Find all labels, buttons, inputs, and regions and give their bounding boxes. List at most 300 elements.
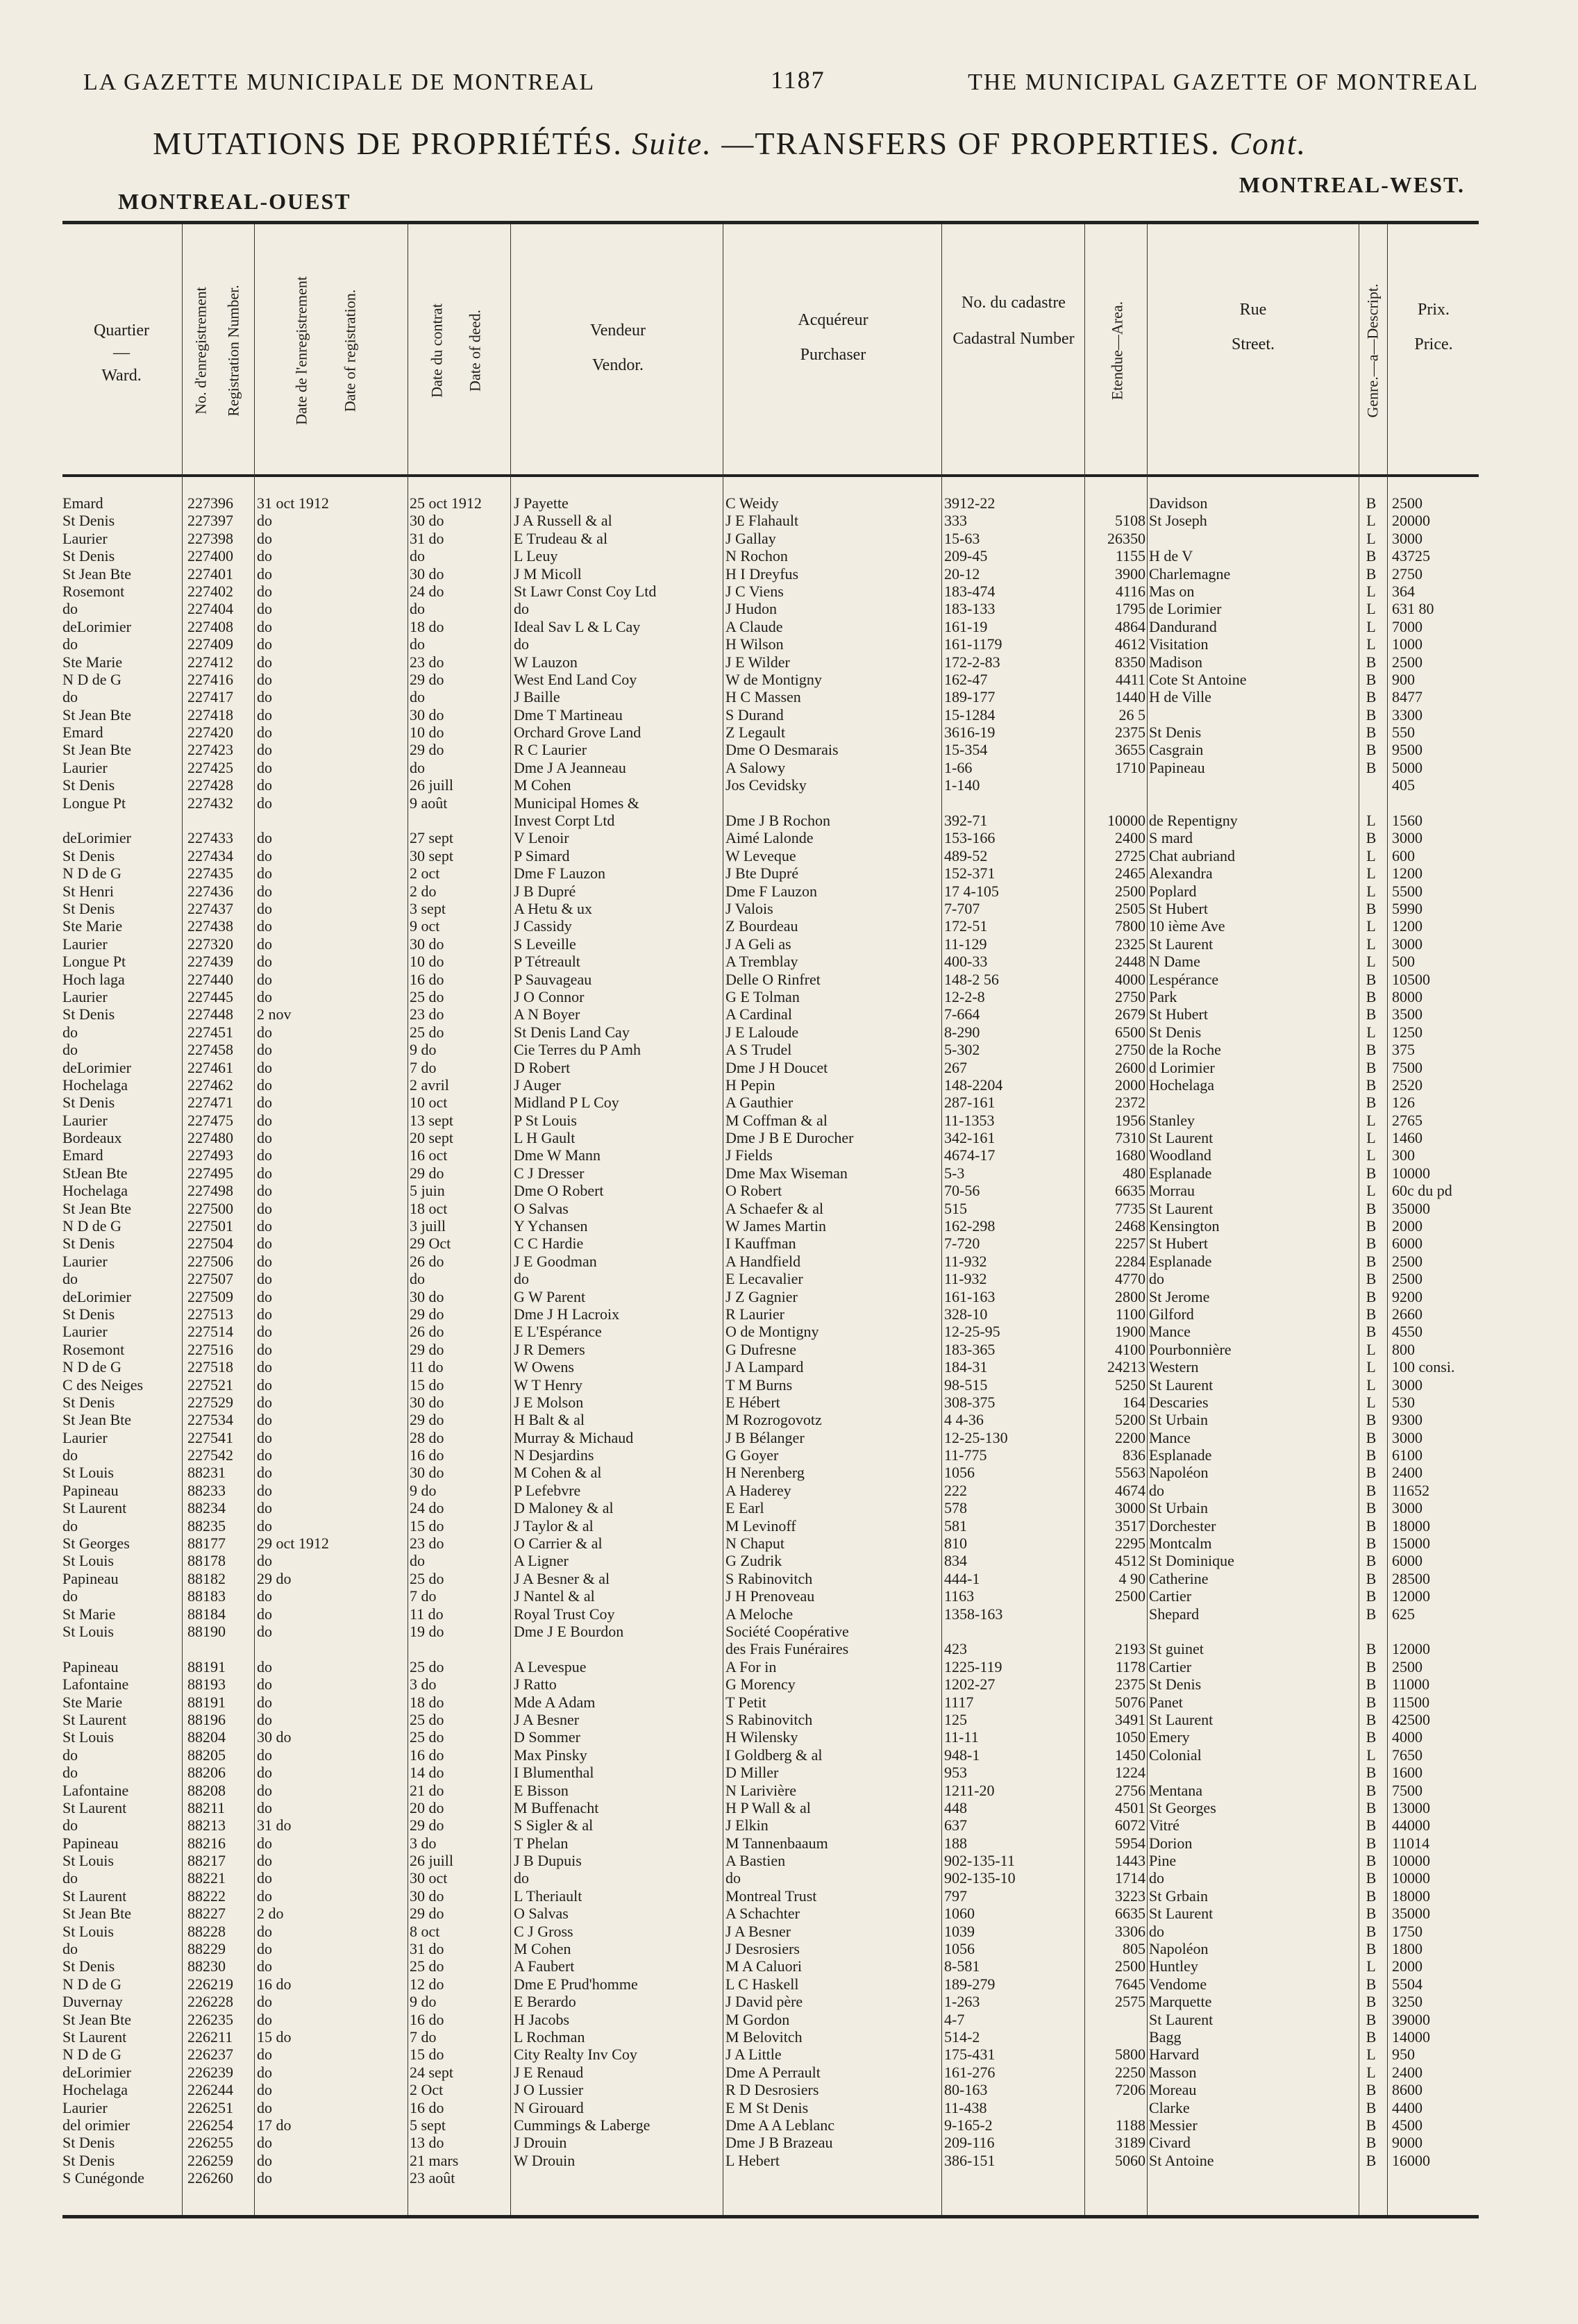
ward-cell: Papineau: [62, 1569, 119, 1587]
deed-date-cell: 12 do: [410, 1975, 444, 1993]
price-cell: 18000: [1392, 1516, 1430, 1535]
reg-date-cell: do: [257, 1129, 272, 1147]
table-row: [62, 2046, 1479, 2063]
table-row: [62, 971, 1479, 988]
table-row: [62, 2116, 1479, 2134]
reg-number-cell: 227396: [187, 494, 233, 512]
reg-number-cell: 227401: [187, 565, 233, 583]
street-cell: St Joseph: [1149, 512, 1207, 530]
vendor-cell: Y Ychansen: [514, 1217, 588, 1235]
price-cell: 11014: [1392, 1834, 1430, 1852]
deed-date-cell: 2 avril: [410, 1076, 449, 1094]
reg-number-cell: 88216: [187, 1834, 226, 1852]
reg-number-cell: 226219: [187, 1975, 233, 1993]
ward-cell: Emard: [62, 724, 103, 742]
ward-cell: St Laurent: [62, 1887, 127, 1905]
vendor-cell: P Lefebvre: [514, 1481, 581, 1499]
deed-date-cell: 15 do: [410, 2046, 444, 2064]
ward-cell: do: [62, 688, 78, 706]
deed-date-cell: 2 Oct: [410, 2081, 444, 2099]
descript-cell: L: [1366, 529, 1376, 547]
reg-date-cell: do: [257, 1023, 272, 1041]
purchaser-cell: G Dufresne: [725, 1340, 797, 1358]
street-cell: St Laurent: [1149, 935, 1214, 953]
area-cell: 2400: [1115, 829, 1145, 847]
price-cell: 950: [1392, 2046, 1415, 2064]
table-row: [62, 988, 1479, 1005]
deed-date-cell: 29 do: [410, 1905, 444, 1923]
cadastre-cell: 125: [944, 1710, 967, 1728]
cadastre-cell: 1-263: [944, 1993, 980, 2011]
vendor-cell: J Cassidy: [514, 917, 572, 935]
price-cell: 2750: [1392, 565, 1422, 583]
table-row: [62, 1905, 1479, 1922]
reg-date-cell: 29 oct 1912: [257, 1535, 329, 1553]
deed-date-cell: 30 sept: [410, 846, 453, 864]
purchaser-cell: J A Little: [725, 2046, 782, 2064]
price-cell: 3000: [1392, 1499, 1422, 1517]
table-row: [62, 1112, 1479, 1129]
deed-date-cell: 25 do: [410, 987, 444, 1005]
reg-number-cell: 227445: [187, 987, 233, 1005]
deed-date-cell: 25 do: [410, 1657, 444, 1675]
ward-cell: St Louis: [62, 1464, 114, 1482]
deed-date-cell: 18 do: [410, 617, 444, 635]
descript-cell: B: [1366, 1922, 1377, 1940]
area-cell: 4512: [1115, 1552, 1145, 1570]
price-cell: 3000: [1392, 1376, 1422, 1394]
reg-date-cell: do: [257, 882, 272, 900]
vendor-cell: P St Louis: [514, 1111, 577, 1129]
descript-cell: B: [1366, 1587, 1377, 1605]
reg-number-cell: 227425: [187, 758, 233, 776]
deed-date-cell: 20 sept: [410, 1129, 453, 1147]
table-row: [62, 1429, 1479, 1446]
price-cell: 8477: [1392, 688, 1422, 706]
vendor-cell: S Sigler & al: [514, 1816, 594, 1834]
street-cell: Gilford: [1149, 1305, 1194, 1323]
reg-date-cell: do: [257, 724, 272, 742]
table-row: [62, 653, 1479, 671]
vendor-cell: R C Laurier: [514, 741, 587, 759]
vendor-cell: St Denis Land Cay: [514, 1023, 630, 1041]
descript-cell: L: [1366, 935, 1376, 953]
cadastre-cell: 1056: [944, 1940, 975, 1958]
ward-cell: N D de G: [62, 1975, 121, 1993]
ward-cell: do: [62, 635, 78, 653]
price-cell: 1750: [1392, 1922, 1422, 1940]
vendor-cell: J Auger: [514, 1076, 561, 1094]
cadastre-cell: 423: [944, 1640, 967, 1658]
table-row: [62, 1957, 1479, 1975]
vendor-cell: J O Connor: [514, 987, 585, 1005]
descript-cell: B: [1366, 2081, 1377, 2099]
purchaser-cell: J David père: [725, 1993, 803, 2011]
price-cell: 2400: [1392, 2063, 1422, 2081]
purchaser-cell: E M St Denis: [725, 2098, 809, 2116]
reg-number-cell: 227416: [187, 670, 233, 688]
descript-cell: B: [1366, 1287, 1377, 1305]
col-cadastre-header: [944, 229, 1083, 535]
area-cell: 2375: [1115, 1675, 1145, 1694]
cadastre-cell: 902-135-10: [944, 1869, 1016, 1887]
reg-date-cell: do: [257, 582, 272, 600]
header-rule: [62, 474, 1479, 477]
vendor-cell: Max Pinsky: [514, 1746, 587, 1764]
price-cell: 500: [1392, 953, 1415, 971]
street-cell: Poplard: [1149, 882, 1197, 900]
table-row: [62, 512, 1479, 529]
vendor-cell: A Ligner: [514, 1552, 569, 1570]
reg-date-cell: do: [257, 1957, 272, 1975]
purchaser-cell: Dme O Desmarais: [725, 741, 839, 759]
vendor-cell: J E Renaud: [514, 2063, 584, 2081]
vendor-cell: J B Dupré: [514, 882, 576, 900]
reg-number-cell: 227409: [187, 635, 233, 653]
reg-number-cell: 88217: [187, 1852, 226, 1870]
ward-cell: St Jean Bte: [62, 1199, 131, 1217]
cadastre-cell: 308-375: [944, 1393, 996, 1411]
price-cell: 20000: [1392, 512, 1430, 530]
col-regno-fr: No. d'enregistrement: [192, 287, 210, 415]
street-cell: St Laurent: [1149, 1710, 1214, 1728]
cadastre-cell: 172-51: [944, 917, 988, 935]
table-row: [62, 1993, 1479, 2010]
col-vendor-fr: Vendeur: [590, 321, 646, 340]
table-row: [62, 1305, 1479, 1323]
purchaser-cell: J Gallay: [725, 529, 776, 547]
cadastre-cell: 161-163: [944, 1287, 996, 1305]
cadastre-cell: 183-474: [944, 582, 996, 600]
vendor-cell: Orchard Grove Land: [514, 724, 641, 742]
price-cell: 2400: [1392, 1464, 1422, 1482]
street-cell: Charlemagne: [1149, 565, 1231, 583]
ward-cell: Hochelaga: [62, 2081, 128, 2099]
deed-date-cell: 14 do: [410, 1764, 444, 1782]
street-cell: Catherine: [1149, 1569, 1209, 1587]
table-row: [62, 1517, 1479, 1535]
area-cell: 2725: [1115, 846, 1145, 864]
ward-cell: del orimier: [62, 2116, 131, 2134]
deed-date-cell: 21 do: [410, 1781, 444, 1799]
area-cell: 1900: [1115, 1323, 1145, 1341]
deed-date-cell: 18 do: [410, 1693, 444, 1711]
table-row: [62, 1605, 1479, 1623]
reg-number-cell: 227534: [187, 1411, 233, 1429]
reg-date-cell: do: [257, 864, 272, 883]
reg-date-cell: do: [257, 1922, 272, 1940]
cadastre-cell: 902-135-11: [944, 1852, 1015, 1870]
cadastre-cell: 162-298: [944, 1217, 996, 1235]
area-cell: 6072: [1115, 1816, 1145, 1834]
area-cell: 2000: [1115, 1076, 1145, 1094]
ward-cell: Hochelaga: [62, 1182, 128, 1200]
reg-number-cell: 88227: [187, 1905, 226, 1923]
reg-date-cell: do: [257, 1323, 272, 1341]
price-cell: 1560: [1392, 812, 1422, 830]
table-row: [62, 1376, 1479, 1394]
table-row: [62, 1975, 1479, 1993]
price-cell: 10000: [1392, 1852, 1430, 1870]
vendor-cell: E Trudeau & al: [514, 529, 608, 547]
table-row: [62, 1129, 1479, 1146]
area-cell: 1050: [1115, 1728, 1145, 1746]
purchaser-cell: N Rochon: [725, 547, 788, 565]
cadastre-cell: 15-63: [944, 529, 980, 547]
title-fr: MUTATIONS DE PROPRIÉTÉS.: [153, 126, 623, 161]
deed-date-cell: 10 do: [410, 724, 444, 742]
ward-cell: St Laurent: [62, 2028, 127, 2046]
deed-date-cell: 3 do: [410, 1834, 437, 1852]
table-row: [62, 953, 1479, 970]
reg-date-cell: do: [257, 1587, 272, 1605]
vendor-cell: C C Hardie: [514, 1235, 584, 1253]
table-row: [62, 724, 1479, 741]
descript-cell: B: [1366, 758, 1377, 776]
reg-number-cell: 227448: [187, 1005, 233, 1023]
cadastre-cell: 9-165-2: [944, 2116, 993, 2134]
cadastre-cell: 189-279: [944, 1975, 996, 1993]
street-cell: Mentana: [1149, 1781, 1202, 1799]
area-cell: 805: [1123, 1940, 1145, 1958]
deed-date-cell: 25 do: [410, 1710, 444, 1728]
title-en: TRANSFERS OF PROPERTIES.: [755, 126, 1220, 161]
purchaser-cell: A Haderey: [725, 1481, 791, 1499]
purchaser-cell: Dme J B Brazeau: [725, 2134, 833, 2152]
area-cell: 1680: [1115, 1146, 1145, 1164]
table-row: [62, 635, 1479, 653]
reg-date-cell: do: [257, 2098, 272, 2116]
price-cell: 44000: [1392, 1816, 1430, 1834]
price-cell: 800: [1392, 1340, 1415, 1358]
area-cell: 2295: [1115, 1535, 1145, 1553]
purchaser-cell: Aimé Lalonde: [725, 829, 814, 847]
reg-number-cell: 88235: [187, 1516, 226, 1535]
street-cell: Vendome: [1149, 1975, 1207, 1993]
deed-date-cell: 15 do: [410, 1376, 444, 1394]
reg-date-cell: do: [257, 1675, 272, 1694]
purchaser-cell: Dme J H Doucet: [725, 1058, 828, 1076]
reg-number-cell: 227516: [187, 1340, 233, 1358]
table-row: [62, 1746, 1479, 1764]
cadastre-cell: 3616-19: [944, 724, 996, 742]
cadastre-cell: 175-431: [944, 2046, 996, 2064]
area-cell: 2679: [1115, 1005, 1145, 1023]
price-cell: 10000: [1392, 1869, 1430, 1887]
purchaser-cell: M Gordon: [725, 2010, 790, 2028]
col-vendor-en: Vendor.: [592, 356, 644, 375]
street-cell: Dorchester: [1149, 1516, 1216, 1535]
cadastre-cell: 222: [944, 1481, 967, 1499]
purchaser-cell: J Z Gagnier: [725, 1287, 798, 1305]
reg-date-cell: do: [257, 653, 272, 671]
reg-number-cell: 226239: [187, 2063, 233, 2081]
price-cell: 6100: [1392, 1446, 1422, 1464]
descript-cell: B: [1366, 1499, 1377, 1517]
descript-cell: L: [1366, 600, 1376, 618]
descript-cell: B: [1366, 1217, 1377, 1235]
vendor-cell: M Cohen & al: [514, 1464, 602, 1482]
street-cell: St guinet: [1149, 1640, 1204, 1658]
table-row: [62, 600, 1479, 617]
reg-number-cell: 227461: [187, 1058, 233, 1076]
area-cell: 7800: [1115, 917, 1145, 935]
deed-date-cell: 26 do: [410, 1252, 444, 1270]
ward-cell: St Jean Bte: [62, 741, 131, 759]
descript-cell: B: [1366, 2134, 1377, 2152]
street-cell: de Repentigny: [1149, 812, 1238, 830]
deed-date-cell: 29 do: [410, 670, 444, 688]
price-cell: 1200: [1392, 864, 1422, 883]
street-cell: Montcalm: [1149, 1535, 1212, 1553]
vendor-cell: S Leveille: [514, 935, 576, 953]
table-row: [62, 812, 1479, 829]
area-cell: 2284: [1115, 1252, 1145, 1270]
table-row: [62, 1694, 1479, 1711]
reg-date-cell: do: [257, 1252, 272, 1270]
vendor-cell: A Faubert: [514, 1957, 575, 1975]
district-right: MONTREAL-WEST.: [1239, 172, 1465, 197]
ward-cell: Laurier: [62, 987, 108, 1005]
table-row: [62, 1640, 1479, 1657]
area-cell: 2372: [1115, 1094, 1145, 1112]
reg-number-cell: 227437: [187, 899, 233, 917]
ward-cell: deLorimier: [62, 617, 131, 635]
purchaser-cell: O de Montigny: [725, 1323, 819, 1341]
table-row: [62, 547, 1479, 565]
ward-cell: St Laurent: [62, 1710, 127, 1728]
col-buyer-en: Purchaser: [800, 346, 866, 365]
table-row: [62, 618, 1479, 635]
reg-number-cell: 227480: [187, 1129, 233, 1147]
price-cell: 9000: [1392, 2134, 1422, 2152]
vendor-cell: W Lauzon: [514, 653, 578, 671]
table-row: [62, 864, 1479, 882]
area-cell: 4612: [1115, 635, 1145, 653]
cadastre-cell: 15-1284: [944, 705, 996, 724]
table-row: [62, 1005, 1479, 1023]
street-cell: de la Roche: [1149, 1041, 1221, 1059]
vendor-cell: C J Dresser: [514, 1164, 585, 1182]
descript-cell: B: [1366, 1041, 1377, 1059]
price-cell: 3500: [1392, 1005, 1422, 1023]
ward-cell: St Denis: [62, 1235, 115, 1253]
deed-date-cell: 16 do: [410, 2098, 444, 2116]
table-row: [62, 1270, 1479, 1287]
street-cell: Visitation: [1149, 635, 1209, 653]
col-price-fr: Prix.: [1417, 301, 1450, 319]
street-cell: Bagg: [1149, 2028, 1182, 2046]
deed-date-cell: 3 do: [410, 1675, 437, 1694]
reg-number-cell: 227541: [187, 1428, 233, 1446]
area-cell: 1714: [1115, 1869, 1145, 1887]
vendor-cell: Municipal Homes &: [514, 794, 639, 812]
reg-date-cell: 16 do: [257, 1975, 292, 1993]
deed-date-cell: 19 do: [410, 1623, 444, 1640]
purchaser-cell: J E Laloude: [725, 1023, 799, 1041]
ward-cell: N D de G: [62, 2046, 121, 2064]
area-cell: 836: [1123, 1446, 1145, 1464]
table-row: [62, 1869, 1479, 1887]
cadastre-cell: 5-3: [944, 1164, 965, 1182]
price-cell: 3000: [1392, 935, 1422, 953]
deed-date-cell: 25 do: [410, 1728, 444, 1746]
reg-date-cell: do: [257, 1746, 272, 1764]
table-row: [62, 1394, 1479, 1411]
col-area: Etendue—Area.: [1108, 301, 1126, 401]
cadastre-cell: 1039: [944, 1922, 975, 1940]
street-cell: Woodland: [1149, 1146, 1211, 1164]
purchaser-cell: H Wilson: [725, 635, 784, 653]
reg-number-cell: 227439: [187, 953, 233, 971]
deed-date-cell: 24 sept: [410, 2063, 453, 2081]
running-head: [83, 66, 1479, 111]
reg-number-cell: 88222: [187, 1887, 226, 1905]
reg-number-cell: 227493: [187, 1146, 233, 1164]
descript-cell: B: [1366, 970, 1377, 988]
ward-cell: Emard: [62, 494, 103, 512]
price-cell: 100 consi.: [1392, 1358, 1455, 1376]
table-row: [62, 1217, 1479, 1235]
ward-cell: Laurier: [62, 1252, 108, 1270]
page-number: 1187: [771, 66, 825, 94]
area-cell: 7645: [1115, 1975, 1145, 1993]
deed-date-cell: 5 juin: [410, 1182, 445, 1200]
col-regdate-en: Date of registration.: [341, 289, 359, 412]
reg-number-cell: 227404: [187, 600, 233, 618]
area-cell: 6635: [1115, 1905, 1145, 1923]
deed-date-cell: 30 do: [410, 1464, 444, 1482]
descript-cell: B: [1366, 1446, 1377, 1464]
area-cell: 2750: [1115, 987, 1145, 1005]
purchaser-cell: J A Lampard: [725, 1358, 804, 1376]
reg-date-cell: do: [257, 1094, 272, 1112]
vendor-cell: Dme F Lauzon: [514, 864, 605, 883]
vendor-cell: Cummings & Laberge: [514, 2116, 650, 2134]
title-en-cont: Cont.: [1229, 126, 1307, 161]
price-cell: 3300: [1392, 705, 1422, 724]
area-cell: 164: [1123, 1393, 1145, 1411]
cadastre-cell: 12-25-130: [944, 1428, 1008, 1446]
reg-number-cell: 227451: [187, 1023, 233, 1041]
table-row: [62, 1411, 1479, 1428]
descript-cell: B: [1366, 1516, 1377, 1535]
area-cell: 1155: [1115, 547, 1145, 565]
ward-cell: do: [62, 1516, 78, 1535]
reg-number-cell: 88234: [187, 1499, 226, 1517]
purchaser-cell: A Tremblay: [725, 953, 798, 971]
reg-date-cell: do: [257, 1041, 272, 1059]
cadastre-cell: 578: [944, 1499, 967, 1517]
deed-date-cell: 16 do: [410, 2010, 444, 2028]
descript-cell: L: [1366, 582, 1376, 600]
purchaser-cell: J B Bélanger: [725, 1428, 805, 1446]
vendor-cell: J E Goodman: [514, 1252, 597, 1270]
deed-date-cell: 21 mars: [410, 2151, 459, 2169]
street-cell: Hochelaga: [1149, 1076, 1215, 1094]
vendor-cell: J Baille: [514, 688, 560, 706]
reg-date-cell: do: [257, 758, 272, 776]
table-row: [62, 1587, 1479, 1605]
reg-date-cell: do: [257, 1305, 272, 1323]
table-row: [62, 1146, 1479, 1164]
ward-cell: St Denis: [62, 846, 115, 864]
ward-cell: St Denis: [62, 1005, 115, 1023]
purchaser-cell: A Schaefer & al: [725, 1199, 824, 1217]
area-cell: 2500: [1115, 1957, 1145, 1975]
street-cell: Cartier: [1149, 1587, 1192, 1605]
ward-cell: St Denis: [62, 512, 115, 530]
